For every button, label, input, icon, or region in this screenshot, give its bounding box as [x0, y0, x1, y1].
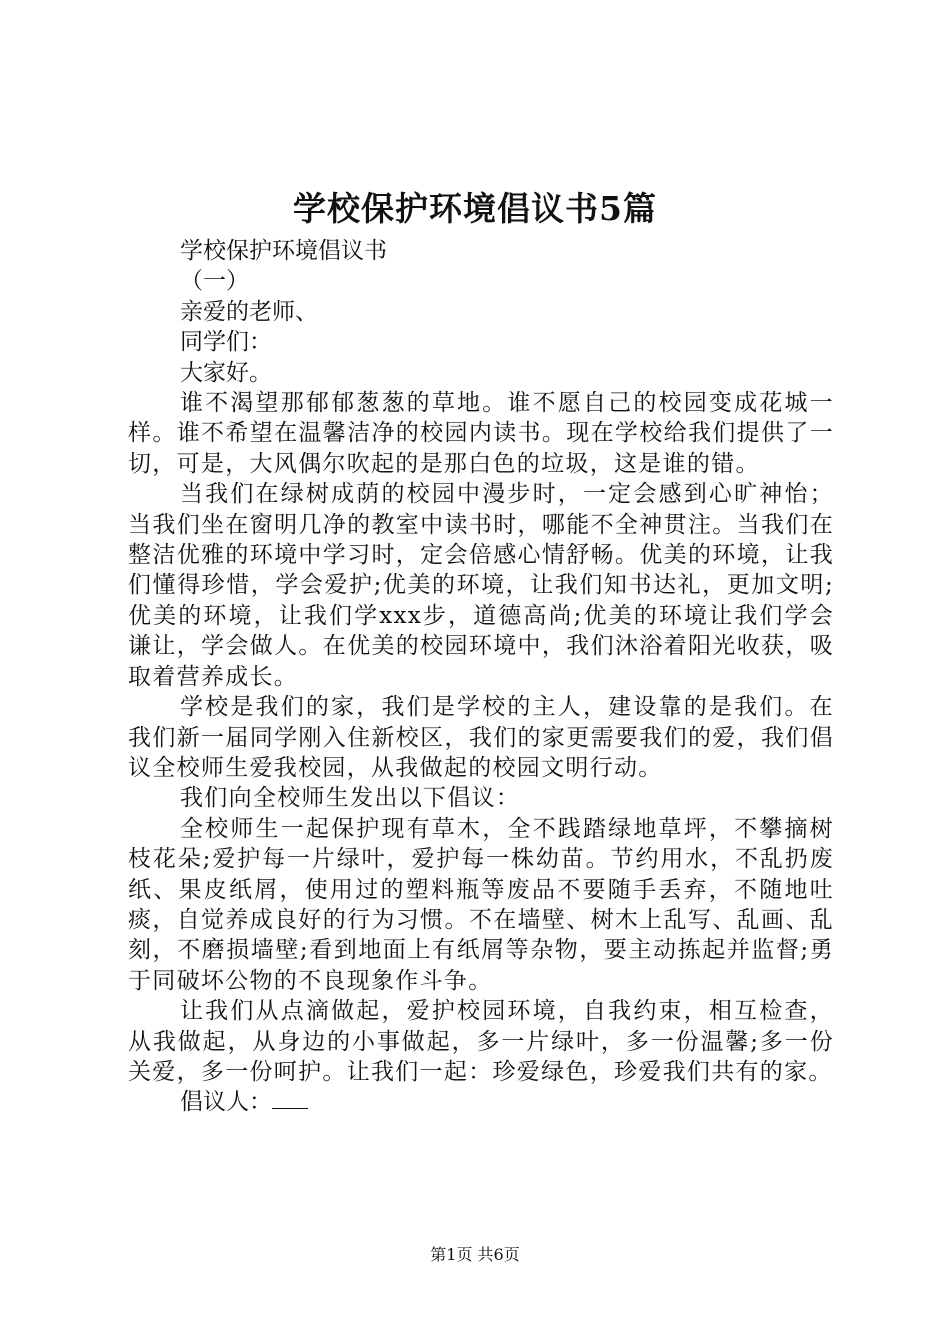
- section-mark: （一）: [180, 268, 249, 295]
- paragraph: 全校师生一起保护现有草木，全不践踏绿地草坪，不攀摘树枝花朵;爱护每一片绿叶，爱护每一株幼苗。节约用水，不乱扔废纸、果皮纸屑，使用过的塑料瓶等废品不要随手丢弃，不随地吐痰，自觉养成良好的行为习惯。不在墙壁、树木上乱写、乱画、乱刻，不磨损墙壁;看到地面上有纸屑等杂物，要主动拣起并监督;勇于同破坏公物的不良现象作斗争。: [128, 815, 834, 994]
- paragraph: 让我们从点滴做起，爱护校园环境，自我约束，相互检查，从我做起，从身边的小事做起，多一片绿叶，多一份温馨;多一份关爱，多一份呵护。让我们一起：珍爱绿色，珍爱我们共有的家。: [128, 998, 834, 1085]
- signature-line: [128, 1087, 834, 1117]
- page-footer: 第1页 共6页: [430, 1245, 520, 1264]
- paragraph: 学校是我们的家，我们是学校的主人，建设靠的是我们。在我们新一届同学刚入住新校区，我们的家更需要我们的爱，我们倡议全校师生爱我校园，从我做起的校园文明行动。: [128, 694, 834, 781]
- subtitle: 学校保护环境倡议书: [180, 238, 387, 264]
- paragraph: 当我们在绿树成荫的校园中漫步时，一定会感到心旷神怡；当我们坐在窗明几净的教室中读书时，哪能不全神贯注。当我们在整洁优雅的环境中学习时，定会倍感心情舒畅。优美的环境，让我们懂得珍惜，学会爱护;优美的环境，让我们知书达礼，更加文明;优美的环境，让我们学xxx步，道德高尚;优美的环境让我们学会谦让，学会做人。在优美的校园环境中，我们沐浴着阳光收获，吸取着营养成长。: [128, 481, 834, 690]
- salutation-line-1: 亲爱的老师、: [180, 298, 318, 325]
- salutation-line-2: 同学们：: [180, 329, 272, 356]
- document-title: 学校保护环境倡议书5篇: [293, 189, 657, 228]
- signature-label: 倡议人：: [180, 1089, 272, 1116]
- document-body: [128, 236, 834, 1118]
- greeting: 大家好。: [180, 359, 272, 386]
- paragraph: 我们向全校师生发出以下倡议：: [180, 785, 521, 812]
- signature-blank: [272, 1088, 308, 1109]
- paragraph: 谁不渴望那郁郁葱葱的草地。谁不愿自己的校园变成花城一样。谁不希望在温馨洁净的校园内读书。现在学校给我们提供了一切，可是，大风偶尔吹起的是那白色的垃圾，这是谁的错。: [128, 390, 834, 477]
